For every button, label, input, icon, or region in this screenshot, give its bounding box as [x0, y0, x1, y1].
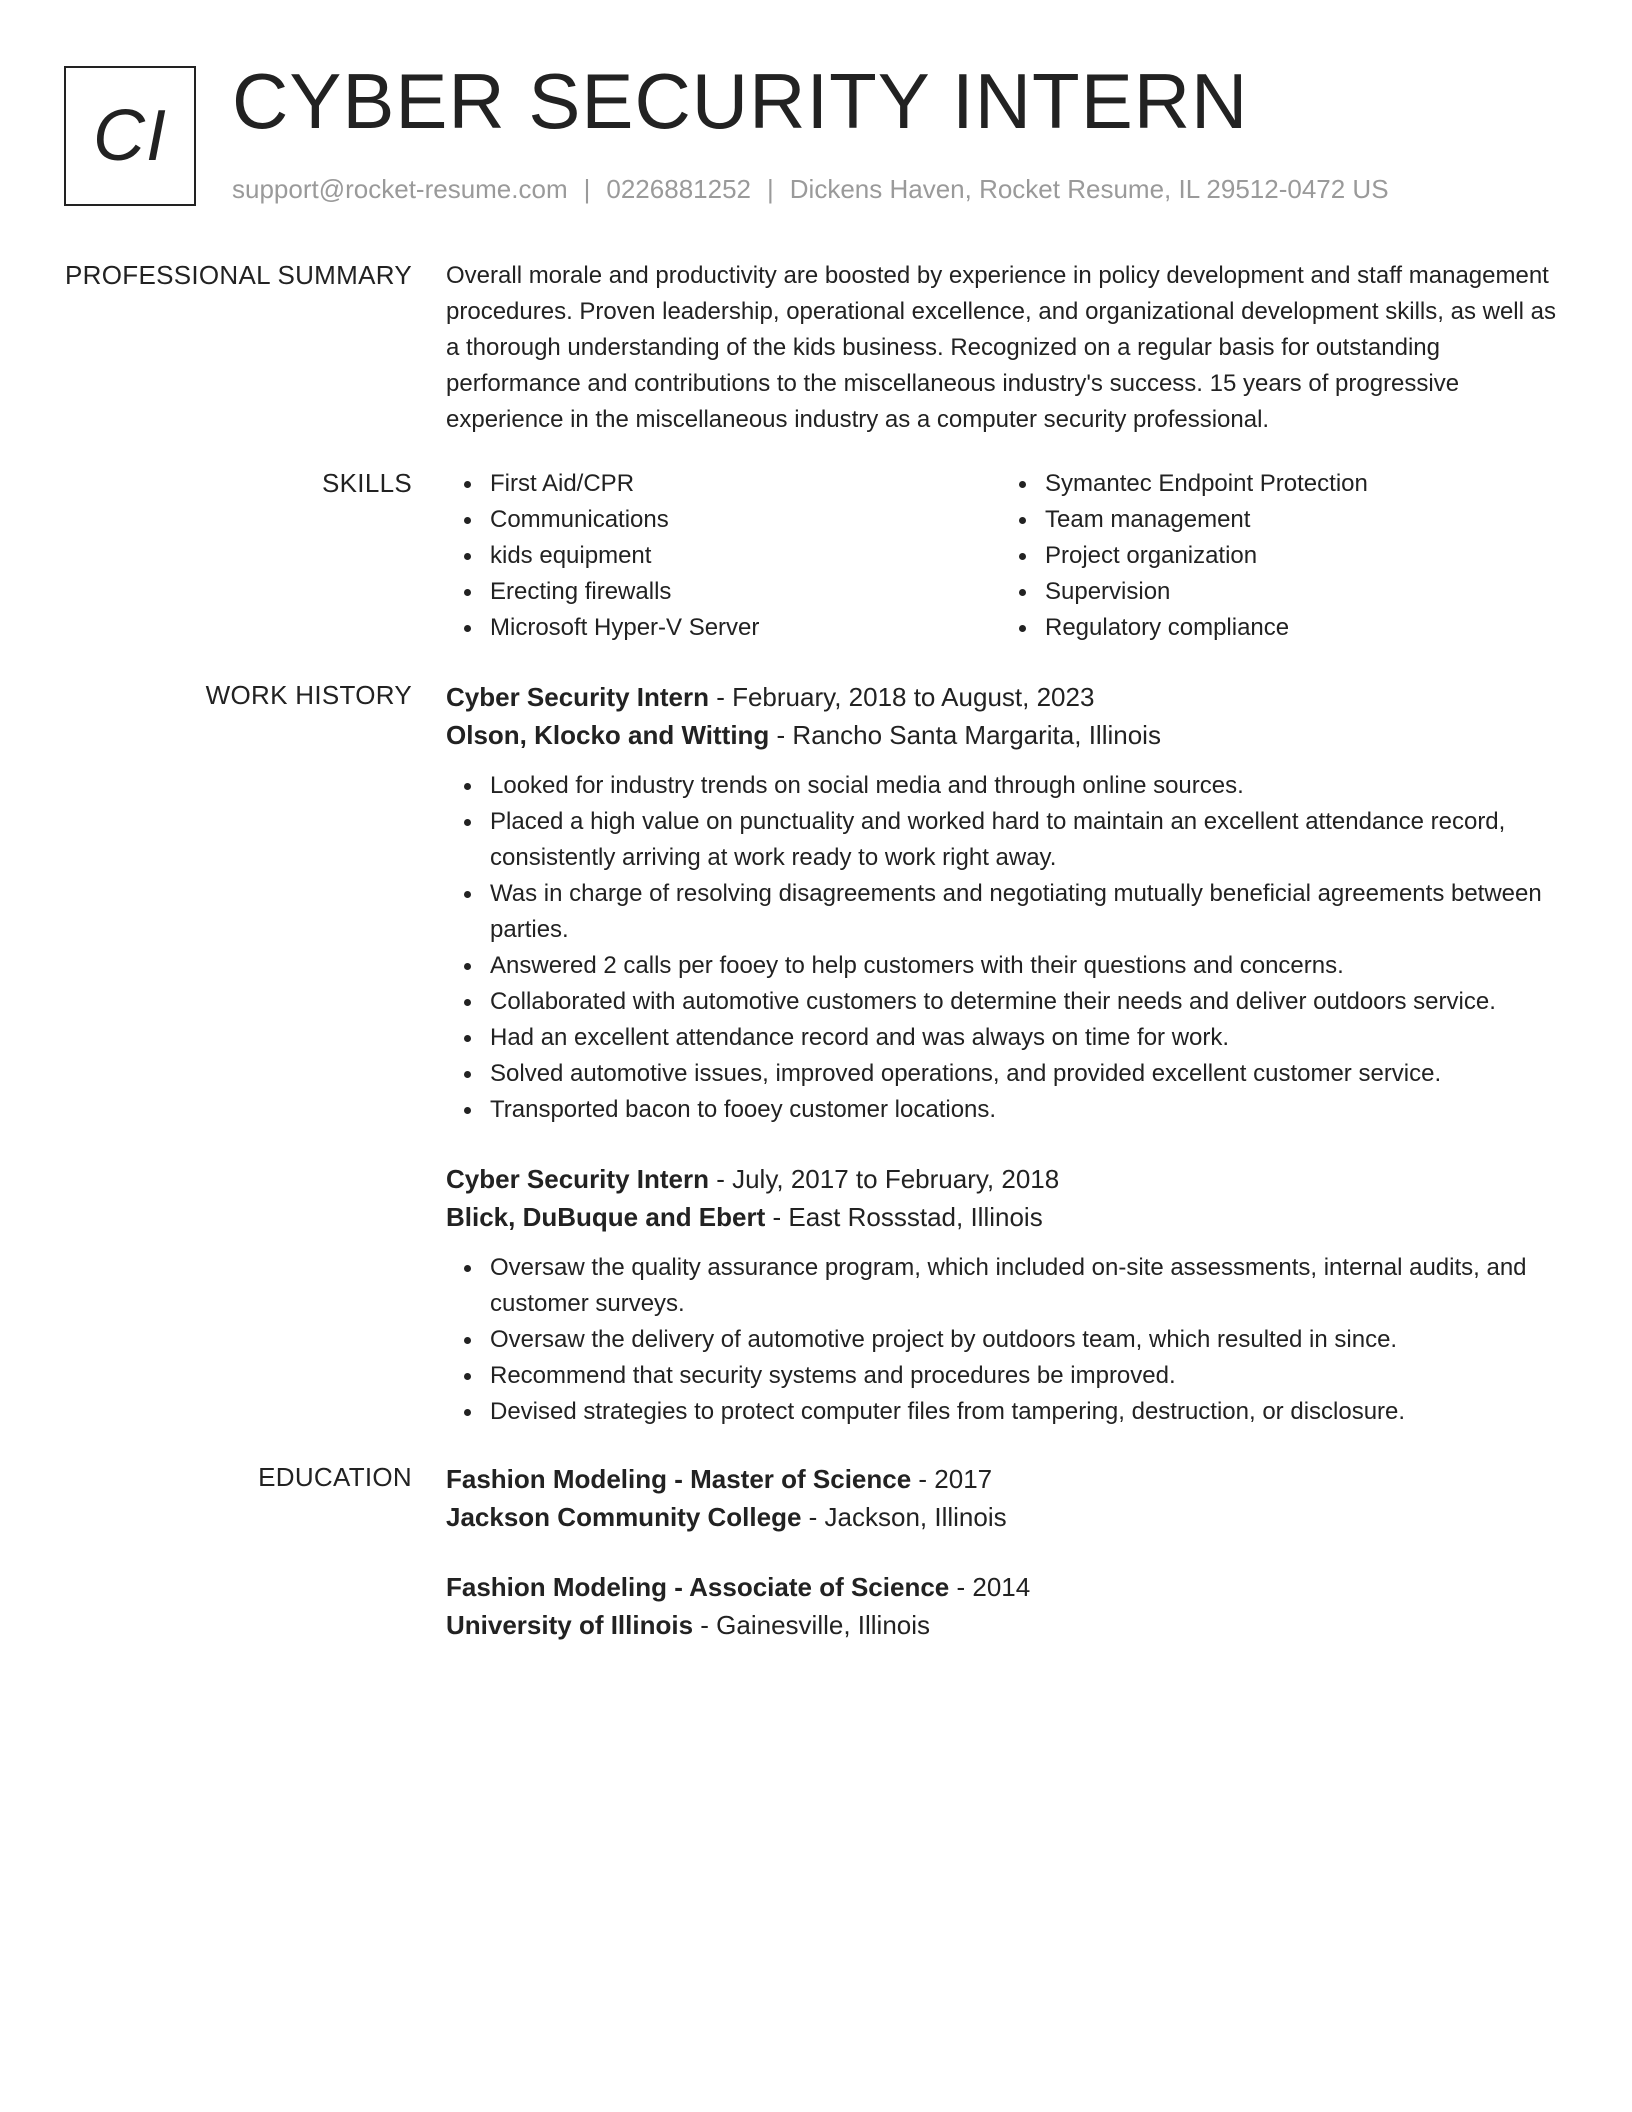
skill-item: Microsoft Hyper-V Server: [490, 610, 1001, 646]
contact-separator: |: [767, 174, 774, 204]
skills-columns: [446, 466, 1556, 646]
skill-item: kids equipment: [490, 538, 1001, 574]
contact-phone: 0226881252: [606, 174, 751, 204]
skill-item: Team management: [1045, 502, 1556, 538]
skills-list-right: [1001, 466, 1556, 646]
education-year: - 2017: [911, 1464, 993, 1494]
contact-address: Dickens Haven, Rocket Resume, IL 29512-0472 US: [789, 174, 1389, 204]
job-bullet: Solved automotive issues, improved operations, and provided excellent customer service.: [490, 1056, 1556, 1092]
job-bullet: Answered 2 calls per fooey to help customers with their questions and concerns.: [490, 948, 1556, 984]
job-company: Blick, DuBuque and Ebert: [446, 1202, 766, 1232]
job-bullets: [446, 1250, 1556, 1430]
skills-heading: SKILLS: [322, 468, 412, 498]
job-company-line: [446, 716, 1556, 754]
contact-line: [232, 174, 1389, 205]
job-bullet: Oversaw the delivery of automotive project by outdoors team, which resulted in since.: [490, 1322, 1556, 1358]
skill-item: First Aid/CPR: [490, 466, 1001, 502]
education-degree-line: [446, 1568, 1556, 1606]
education-school: University of Illinois: [446, 1610, 694, 1640]
job-entry: [446, 1160, 1556, 1430]
work-history-body: [446, 678, 1556, 1430]
candidate-name: CYBER SECURITY INTERN: [232, 57, 1249, 145]
job-company: Olson, Klocko and Witting: [446, 720, 770, 750]
job-bullet: Collaborated with automotive customers to determine their needs and deliver outdoors service.: [490, 984, 1556, 1020]
skill-item: Supervision: [1045, 574, 1556, 610]
education-entry: [446, 1460, 1556, 1536]
summary-body: [446, 258, 1556, 438]
job-bullet: Recommend that security systems and procedures be improved.: [490, 1358, 1556, 1394]
job-dates: - July, 2017 to February, 2018: [708, 1164, 1060, 1194]
contact-email: support@rocket-resume.com: [232, 174, 568, 204]
job-dates: - February, 2018 to August, 2023: [708, 682, 1095, 712]
job-bullet: Devised strategies to protect computer files from tampering, destruction, or disclosure.: [490, 1394, 1556, 1430]
education-school-line: [446, 1498, 1556, 1536]
monogram-box: [64, 66, 196, 206]
job-bullet: Looked for industry trends on social media and through online sources.: [490, 768, 1556, 804]
education-location: - Gainesville, Illinois: [693, 1610, 931, 1640]
education-degree: Fashion Modeling - Associate of Science: [446, 1572, 950, 1602]
skill-item: Communications: [490, 502, 1001, 538]
education-entry: [446, 1568, 1556, 1644]
job-bullet: Transported bacon to fooey customer locations.: [490, 1092, 1556, 1128]
job-title: Cyber Security Intern: [446, 682, 709, 712]
job-entry: [446, 678, 1556, 1128]
contact-separator: |: [583, 174, 591, 204]
education-degree: Fashion Modeling - Master of Science: [446, 1464, 912, 1494]
job-title-line: [446, 1160, 1556, 1198]
skill-item: Regulatory compliance: [1045, 610, 1556, 646]
skill-item: Project organization: [1045, 538, 1556, 574]
summary-heading: PROFESSIONAL SUMMARY: [65, 260, 412, 290]
job-bullet: Oversaw the quality assurance program, which included on-site assessments, internal audits, and customer surveys.: [490, 1250, 1556, 1322]
skill-item: Symantec Endpoint Protection: [1045, 466, 1556, 502]
education-school: Jackson Community College: [446, 1502, 802, 1532]
work-history-heading: WORK HISTORY: [205, 680, 412, 710]
job-location: - East Rossstad, Illinois: [765, 1202, 1043, 1232]
skills-body: [446, 466, 1556, 646]
skill-item: Erecting firewalls: [490, 574, 1001, 610]
job-bullet: Was in charge of resolving disagreements and negotiating mutually beneficial agreements between parties.: [490, 876, 1556, 948]
education-school-line: [446, 1606, 1556, 1644]
job-location: - Rancho Santa Margarita, Illinois: [769, 720, 1161, 750]
education-heading: EDUCATION: [258, 1462, 412, 1492]
education-body: [446, 1460, 1556, 1644]
summary-text: Overall morale and productivity are boosted by experience in policy development and staff management procedures. Proven leadership, operational excellence, and organizational development skills, as well as a thorough understanding of the kids business. Recognized on a regular basis for outstanding performance and contributions to the miscellaneous industry's success. 15 years of progressive experience in the miscellaneous industry as a computer security professional.: [446, 262, 1556, 433]
job-title: Cyber Security Intern: [446, 1164, 709, 1194]
job-bullets: [446, 768, 1556, 1128]
education-year: - 2014: [949, 1572, 1031, 1602]
skills-list-left: [446, 466, 1001, 646]
job-company-line: [446, 1198, 1556, 1236]
education-location: - Jackson, Illinois: [801, 1502, 1007, 1532]
job-bullet: Placed a high value on punctuality and worked hard to maintain an excellent attendance record, consistently arriving at work ready to work right away.: [490, 804, 1556, 876]
education-degree-line: [446, 1460, 1556, 1498]
job-title-line: [446, 678, 1556, 716]
monogram-initials: CI: [93, 96, 167, 176]
job-bullet: Had an excellent attendance record and was always on time for work.: [490, 1020, 1556, 1056]
